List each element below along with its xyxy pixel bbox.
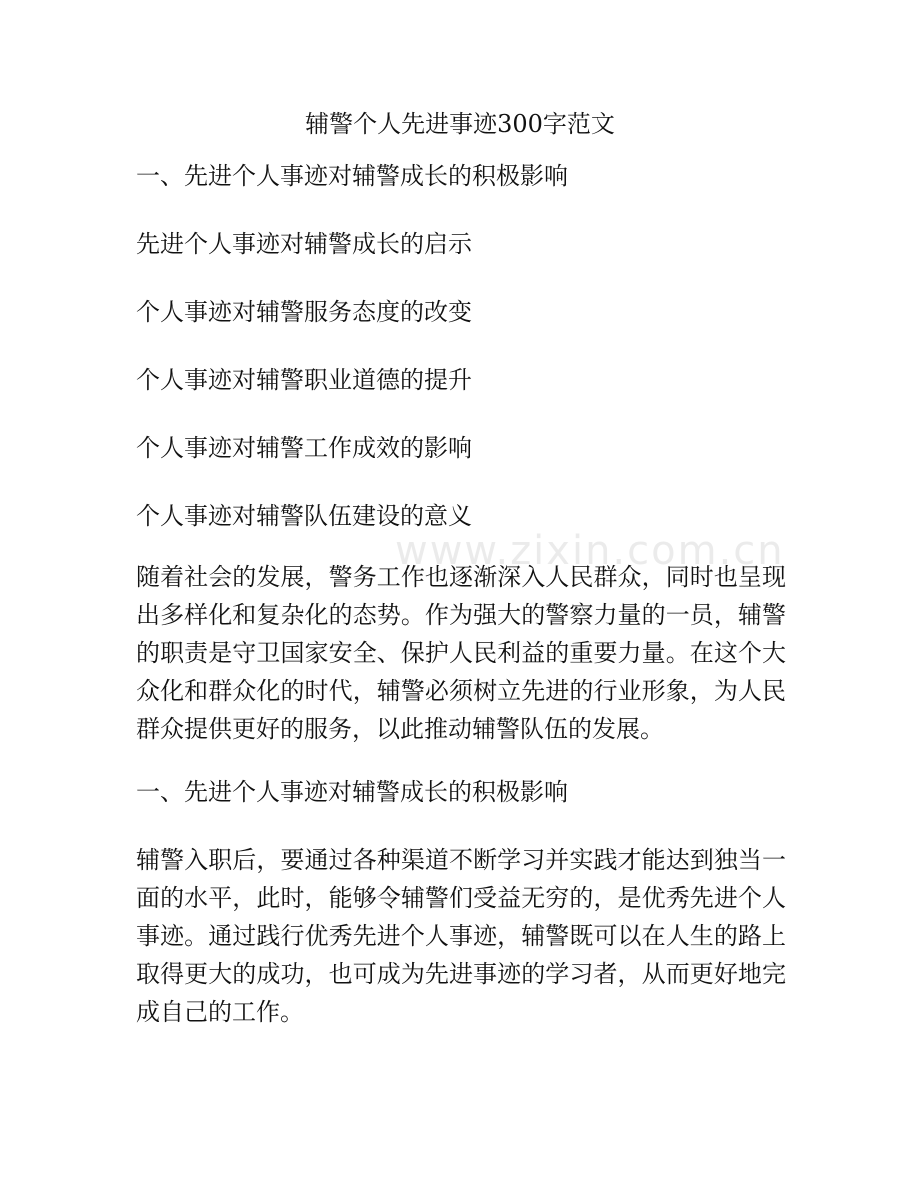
section-heading: 一、先进个人事迹对辅警成长的积极影响 (136, 778, 568, 806)
heading-2: 先进个人事迹对辅警成长的启示 (136, 230, 472, 258)
heading-3: 个人事迹对辅警服务态度的改变 (136, 298, 472, 326)
watermark: www.zixin.com.cn (395, 528, 785, 574)
body-paragraph-2: 辅警入职后，要通过各种渠道不断学习并实践才能达到独当一面的水平，此时，能够令辅警们受益无穷的，是优秀先进个人事迹。通过践行优秀先进个人事迹，辅警既可以在人生的路上取得更大的成功，也可成为先进事迹的学习者，从而更好地完成自己的工作。 (136, 846, 786, 1026)
heading-5: 个人事迹对辅警工作成效的影响 (136, 434, 472, 462)
heading-4: 个人事迹对辅警职业道德的提升 (136, 366, 472, 394)
heading-1: 一、先进个人事迹对辅警成长的积极影响 (136, 162, 568, 190)
body-paragraph-1: 随着社会的发展，警务工作也逐渐深入人民群众，同时也呈现出多样化和复杂化的态势。作为强大的警察力量的一员，辅警的职责是守卫国家安全、保护人民利益的重要力量。在这个大众化和群众化的时代，辅警必须树立先进的行业形象，为人民群众提供更好的服务，以此推动辅警队伍的发展。 (136, 563, 786, 743)
document-title: 辅警个人先进事迹300字范文 (305, 110, 615, 138)
heading-6: 个人事迹对辅警队伍建设的意义 (136, 502, 472, 530)
